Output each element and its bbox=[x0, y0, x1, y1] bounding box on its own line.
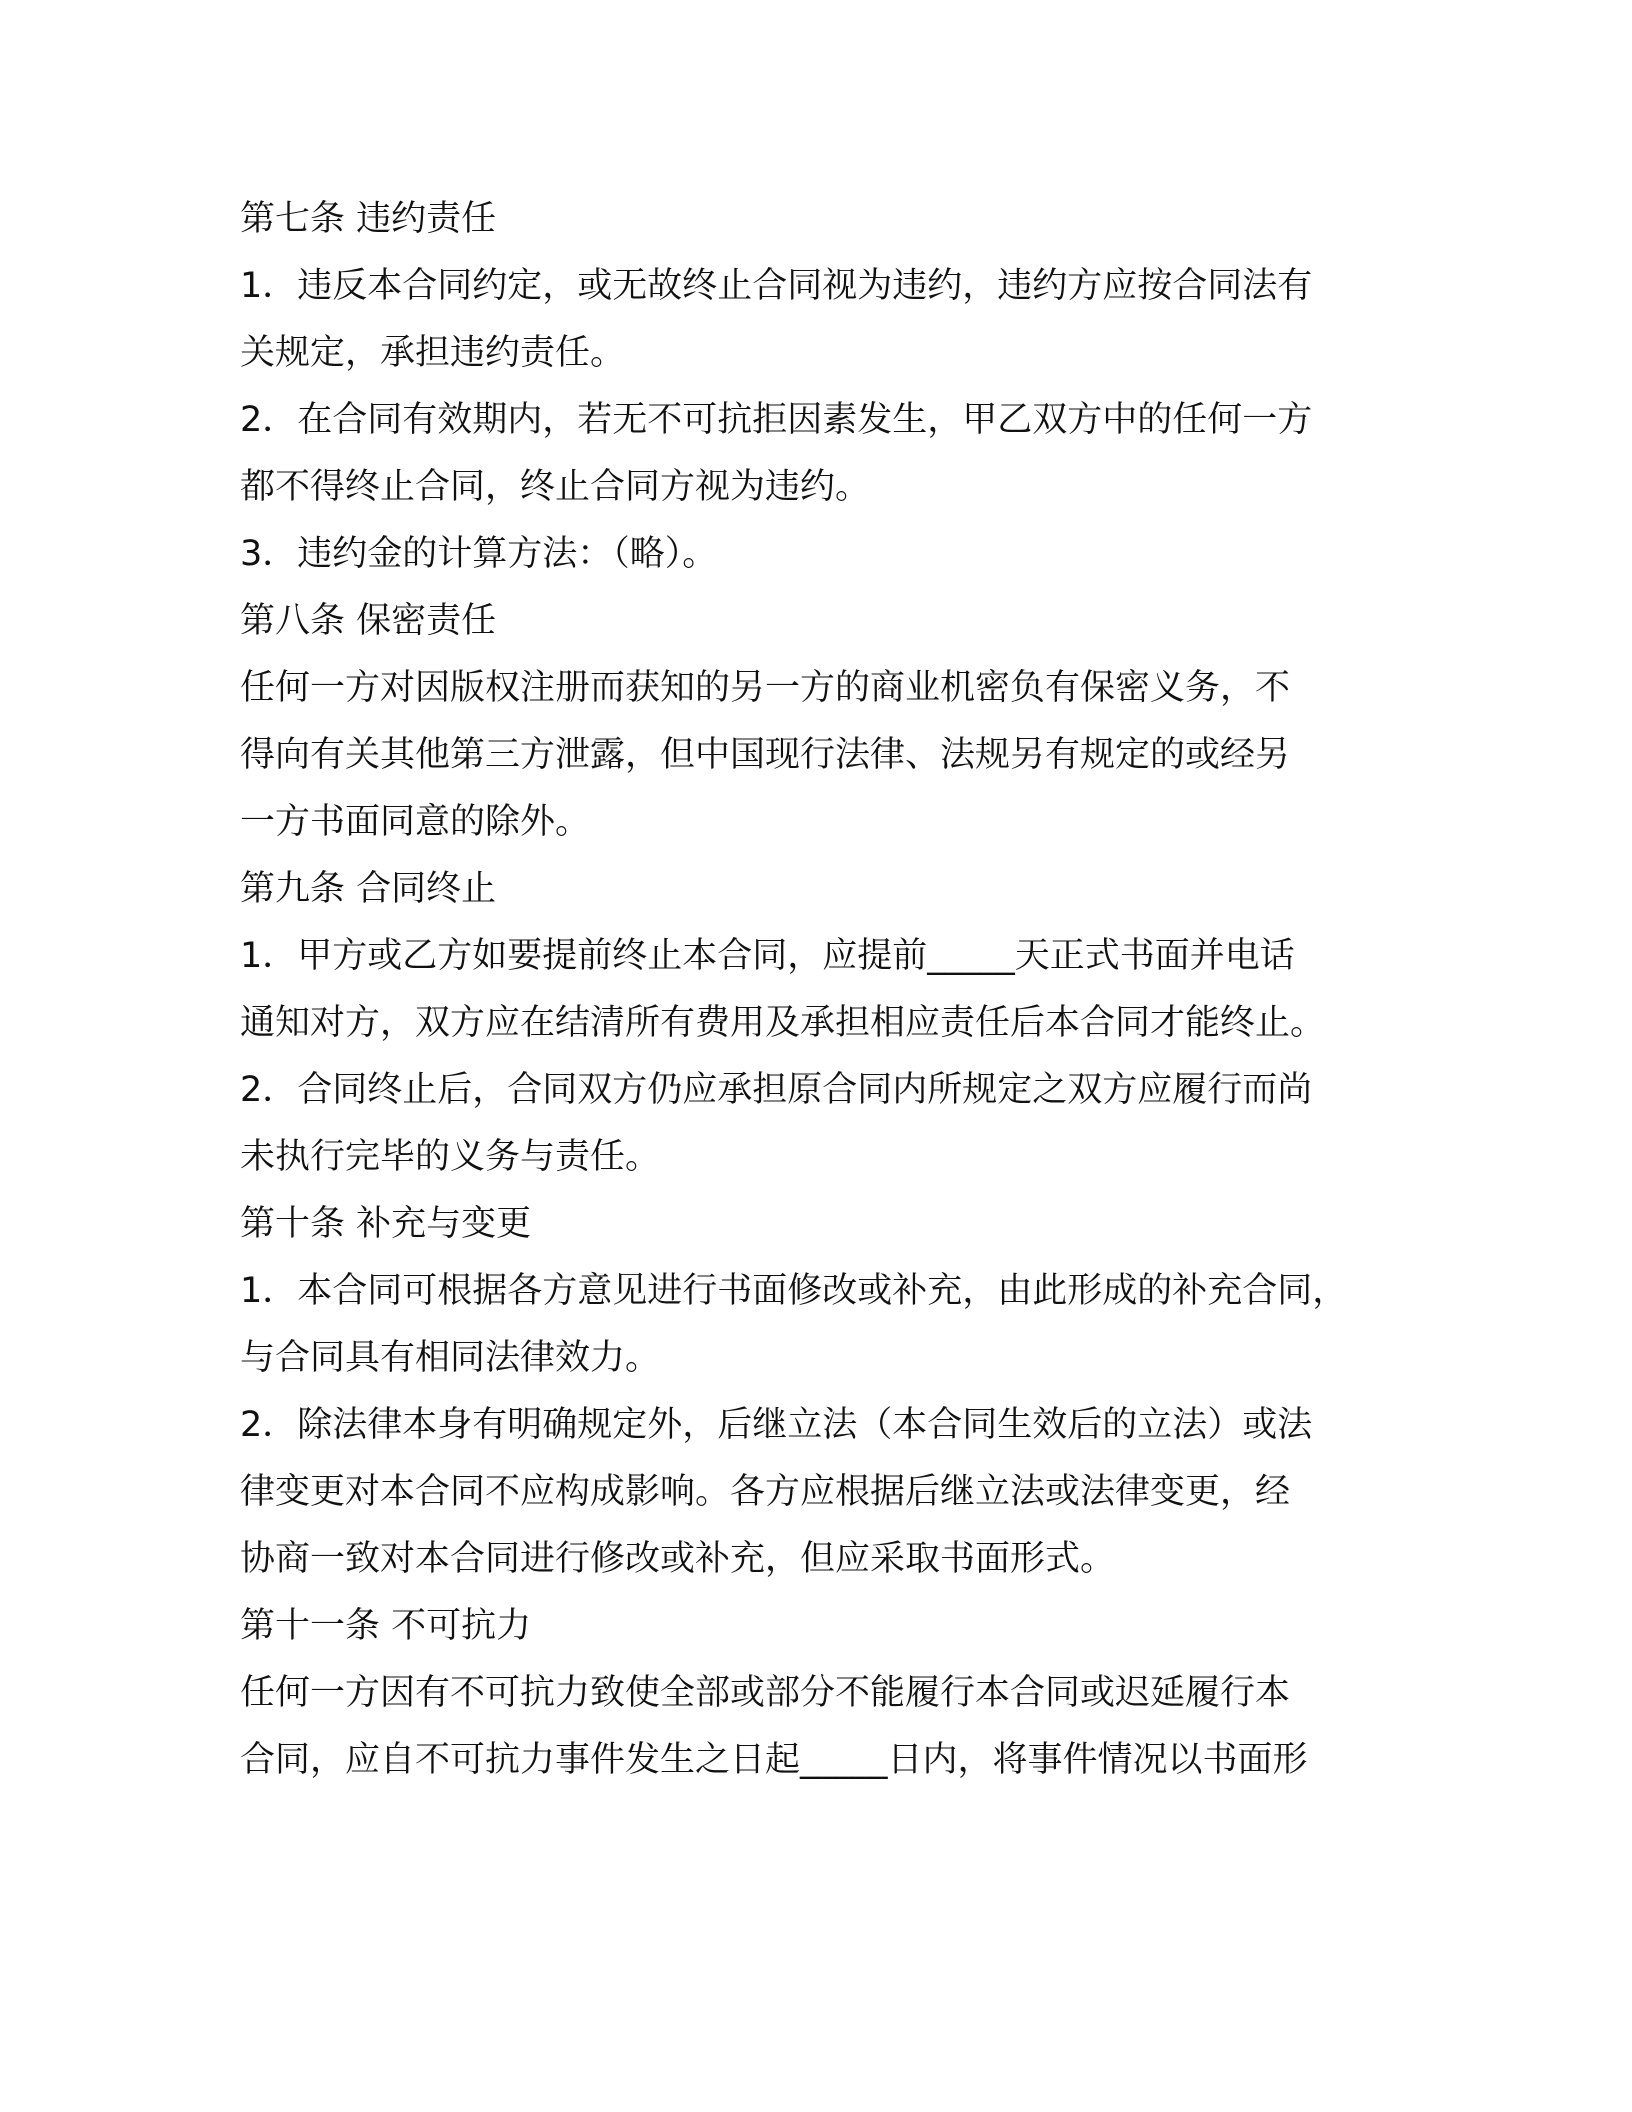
article-8-text-line-1: 任何一方对因版权注册而获知的另一方的商业机密负有保密义务，不 bbox=[240, 668, 1291, 708]
article-7-clause-3: 3．违约金的计算方法：（略）。 bbox=[240, 534, 718, 574]
article-10-clause-1-line-2: 与合同具有相同法律效力。 bbox=[240, 1338, 661, 1378]
article-7-clause-1-line-2: 关规定，承担违约责任。 bbox=[240, 333, 626, 373]
article-8-text-line-3: 一方书面同意的除外。 bbox=[240, 802, 591, 842]
article-7-clause-2-line-1: 2．在合同有效期内，若无不可抗拒因素发生，甲乙双方中的任何一方 bbox=[240, 400, 1313, 440]
article-7-clause-1-line-1: 1．违反本合同约定，或无故终止合同视为违约，违约方应按合同法有 bbox=[240, 266, 1313, 306]
article-9-heading: 第九条 合同终止 bbox=[240, 869, 497, 909]
article-10-clause-1-line-1: 1．本合同可根据各方意见进行书面修改或补充，由此形成的补充合同， bbox=[240, 1271, 1348, 1311]
article-8-heading: 第八条 保密责任 bbox=[240, 601, 497, 641]
article-9-clause-1-line-2: 通知对方，双方应在结清所有费用及承担相应责任后本合同才能终止。 bbox=[240, 1003, 1326, 1043]
article-10-clause-2-line-3: 协商一致对本合同进行修改或补充，但应采取书面形式。 bbox=[240, 1539, 1116, 1579]
article-11-heading: 第十一条 不可抗力 bbox=[240, 1606, 532, 1646]
article-8-text-line-2: 得向有关其他第三方泄露，但中国现行法律、法规另有规定的或经另 bbox=[240, 735, 1291, 775]
document-page bbox=[240, 186, 1420, 1794]
article-11-text-line-1: 任何一方因有不可抗力致使全部或部分不能履行本合同或迟延履行本 bbox=[240, 1673, 1291, 1713]
article-10-clause-2-line-2: 律变更对本合同不应构成影响。各方应根据后继立法或法律变更，经 bbox=[240, 1472, 1291, 1512]
article-7-heading: 第七条 违约责任 bbox=[240, 199, 497, 239]
article-10-heading: 第十条 补充与变更 bbox=[240, 1204, 532, 1244]
article-10-clause-2-line-1: 2．除法律本身有明确规定外，后继立法（本合同生效后的立法）或法 bbox=[240, 1405, 1313, 1445]
article-9-clause-2-line-1: 2．合同终止后，合同双方仍应承担原合同内所规定之双方应履行而尚 bbox=[240, 1070, 1313, 1110]
article-9-clause-1-line-1: 1．甲方或乙方如要提前终止本合同，应提前_____天正式书面并电话 bbox=[240, 936, 1295, 976]
article-11-text-line-2: 合同，应自不可抗力事件发生之日起_____日内，将事件情况以书面形 bbox=[240, 1740, 1308, 1780]
article-9-clause-2-line-2: 未执行完毕的义务与责任。 bbox=[240, 1137, 661, 1177]
article-7-clause-2-line-2: 都不得终止合同，终止合同方视为违约。 bbox=[240, 467, 871, 507]
